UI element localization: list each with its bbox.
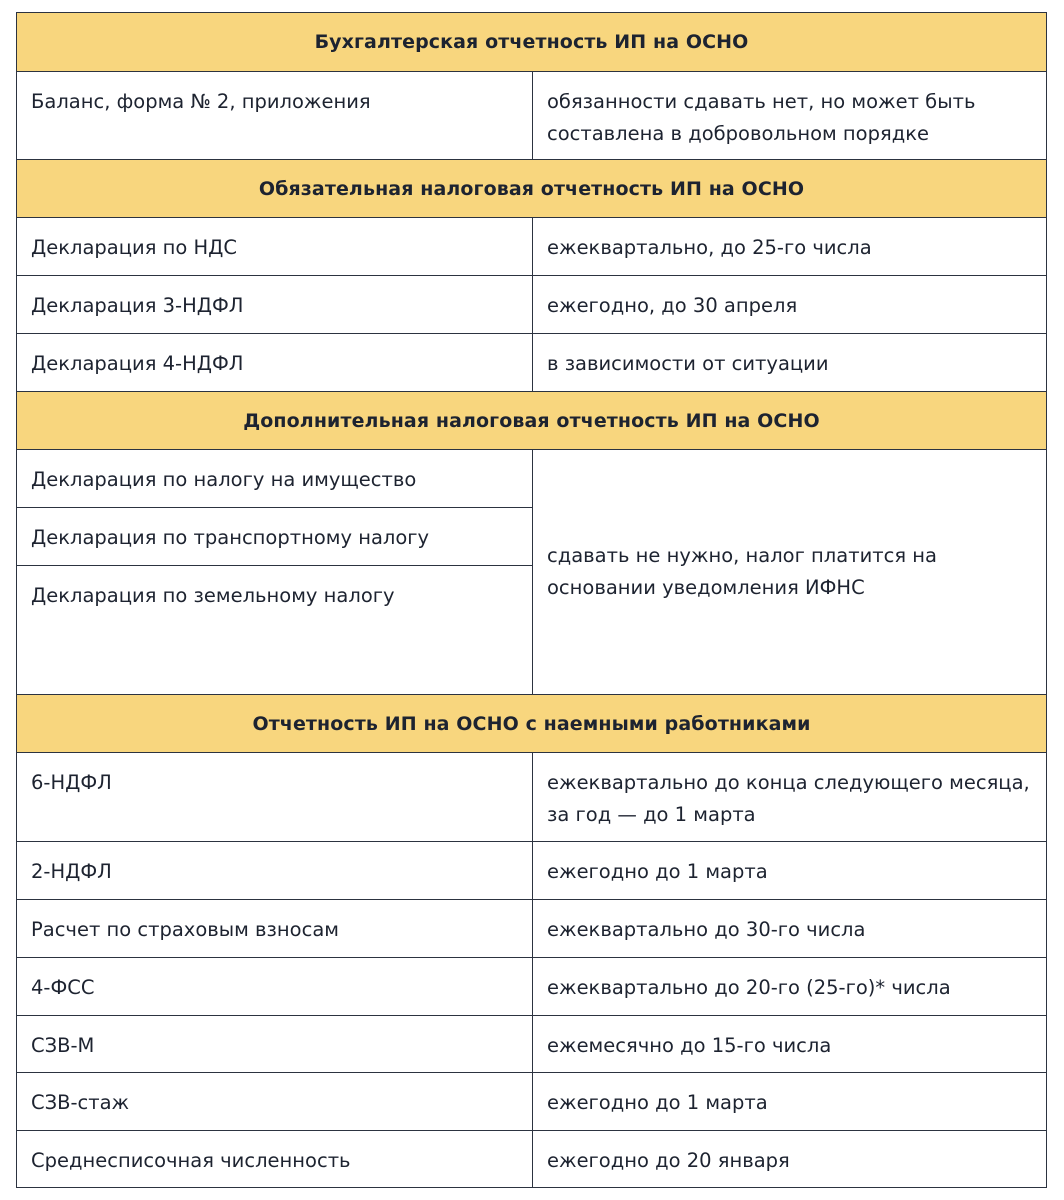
report-name: Декларация по транспортному налогу: [17, 507, 532, 565]
section-header: [17, 13, 1046, 71]
report-deadline: ежемесячно до 15-го числа: [547, 1034, 832, 1057]
report-deadline: ежеквартально до 30-го числа: [547, 918, 866, 941]
reporting-table: [16, 12, 1047, 1188]
table-row: [17, 71, 1046, 159]
table-row: [17, 841, 1046, 899]
table-row: [17, 217, 1046, 275]
report-name: Декларация 4-НДФЛ: [17, 334, 533, 391]
report-name: Декларация по НДС: [17, 218, 533, 275]
table-row: [17, 752, 1046, 841]
report-name: Декларация по земельному налогу: [17, 565, 532, 694]
report-list: [17, 450, 533, 694]
section-title: Дополнительная налоговая отчетность ИП на ОСНО: [243, 409, 820, 432]
section-title: Бухгалтерская отчетность ИП на ОСНО: [314, 31, 749, 53]
report-name: 4-ФСС: [17, 958, 533, 1015]
table-row: [17, 1015, 1046, 1072]
table-row: [17, 899, 1046, 957]
report-deadline: ежегодно до 1 марта: [547, 1091, 768, 1114]
report-name: СЗВ-М: [17, 1016, 533, 1072]
report-deadline: [533, 450, 1046, 694]
report-deadline: ежеквартально до конца следующего месяца, за год — до 1 марта: [547, 771, 1030, 826]
section-title: Обязательная налоговая отчетность ИП на ОСНО: [258, 177, 805, 200]
report-deadline: ежегодно до 20 января: [547, 1149, 790, 1172]
table-row-group: [17, 449, 1046, 694]
report-deadline: ежеквартально, до 25-го числа: [547, 236, 872, 259]
report-name: Расчет по страховым взносам: [17, 900, 533, 957]
section-title: Отчетность ИП на ОСНО с наемными работниками: [252, 712, 811, 735]
report-name: Баланс, форма № 2, приложения: [17, 72, 533, 159]
report-deadline: ежегодно, до 30 апреля: [547, 294, 798, 317]
report-deadline: ежеквартально до 20-го (25-го)* числа: [547, 976, 951, 999]
report-deadline: ежегодно до 1 марта: [547, 860, 768, 883]
table-row: [17, 1072, 1046, 1130]
section-header: [17, 694, 1046, 752]
report-name: Декларация по налогу на имущество: [31, 468, 417, 491]
section-header: [17, 159, 1046, 217]
table-row: [17, 333, 1046, 391]
report-name: 6-НДФЛ: [17, 753, 533, 841]
report-name: 2-НДФЛ: [17, 842, 533, 899]
section-header: [17, 391, 1046, 449]
report-name: Среднесписочная численность: [17, 1131, 533, 1187]
table-row: [17, 957, 1046, 1015]
report-deadline-text: сдавать не нужно, налог платится на основании уведомления ИФНС: [547, 544, 937, 599]
table-row: [17, 1130, 1046, 1187]
report-deadline: обязанности сдавать нет, но может быть составлена в добровольном порядке: [547, 90, 976, 145]
report-name: Декларация 3-НДФЛ: [17, 276, 533, 333]
table-row: [17, 275, 1046, 333]
report-deadline: в зависимости от ситуации: [547, 352, 829, 375]
report-name: СЗВ-стаж: [17, 1073, 533, 1130]
